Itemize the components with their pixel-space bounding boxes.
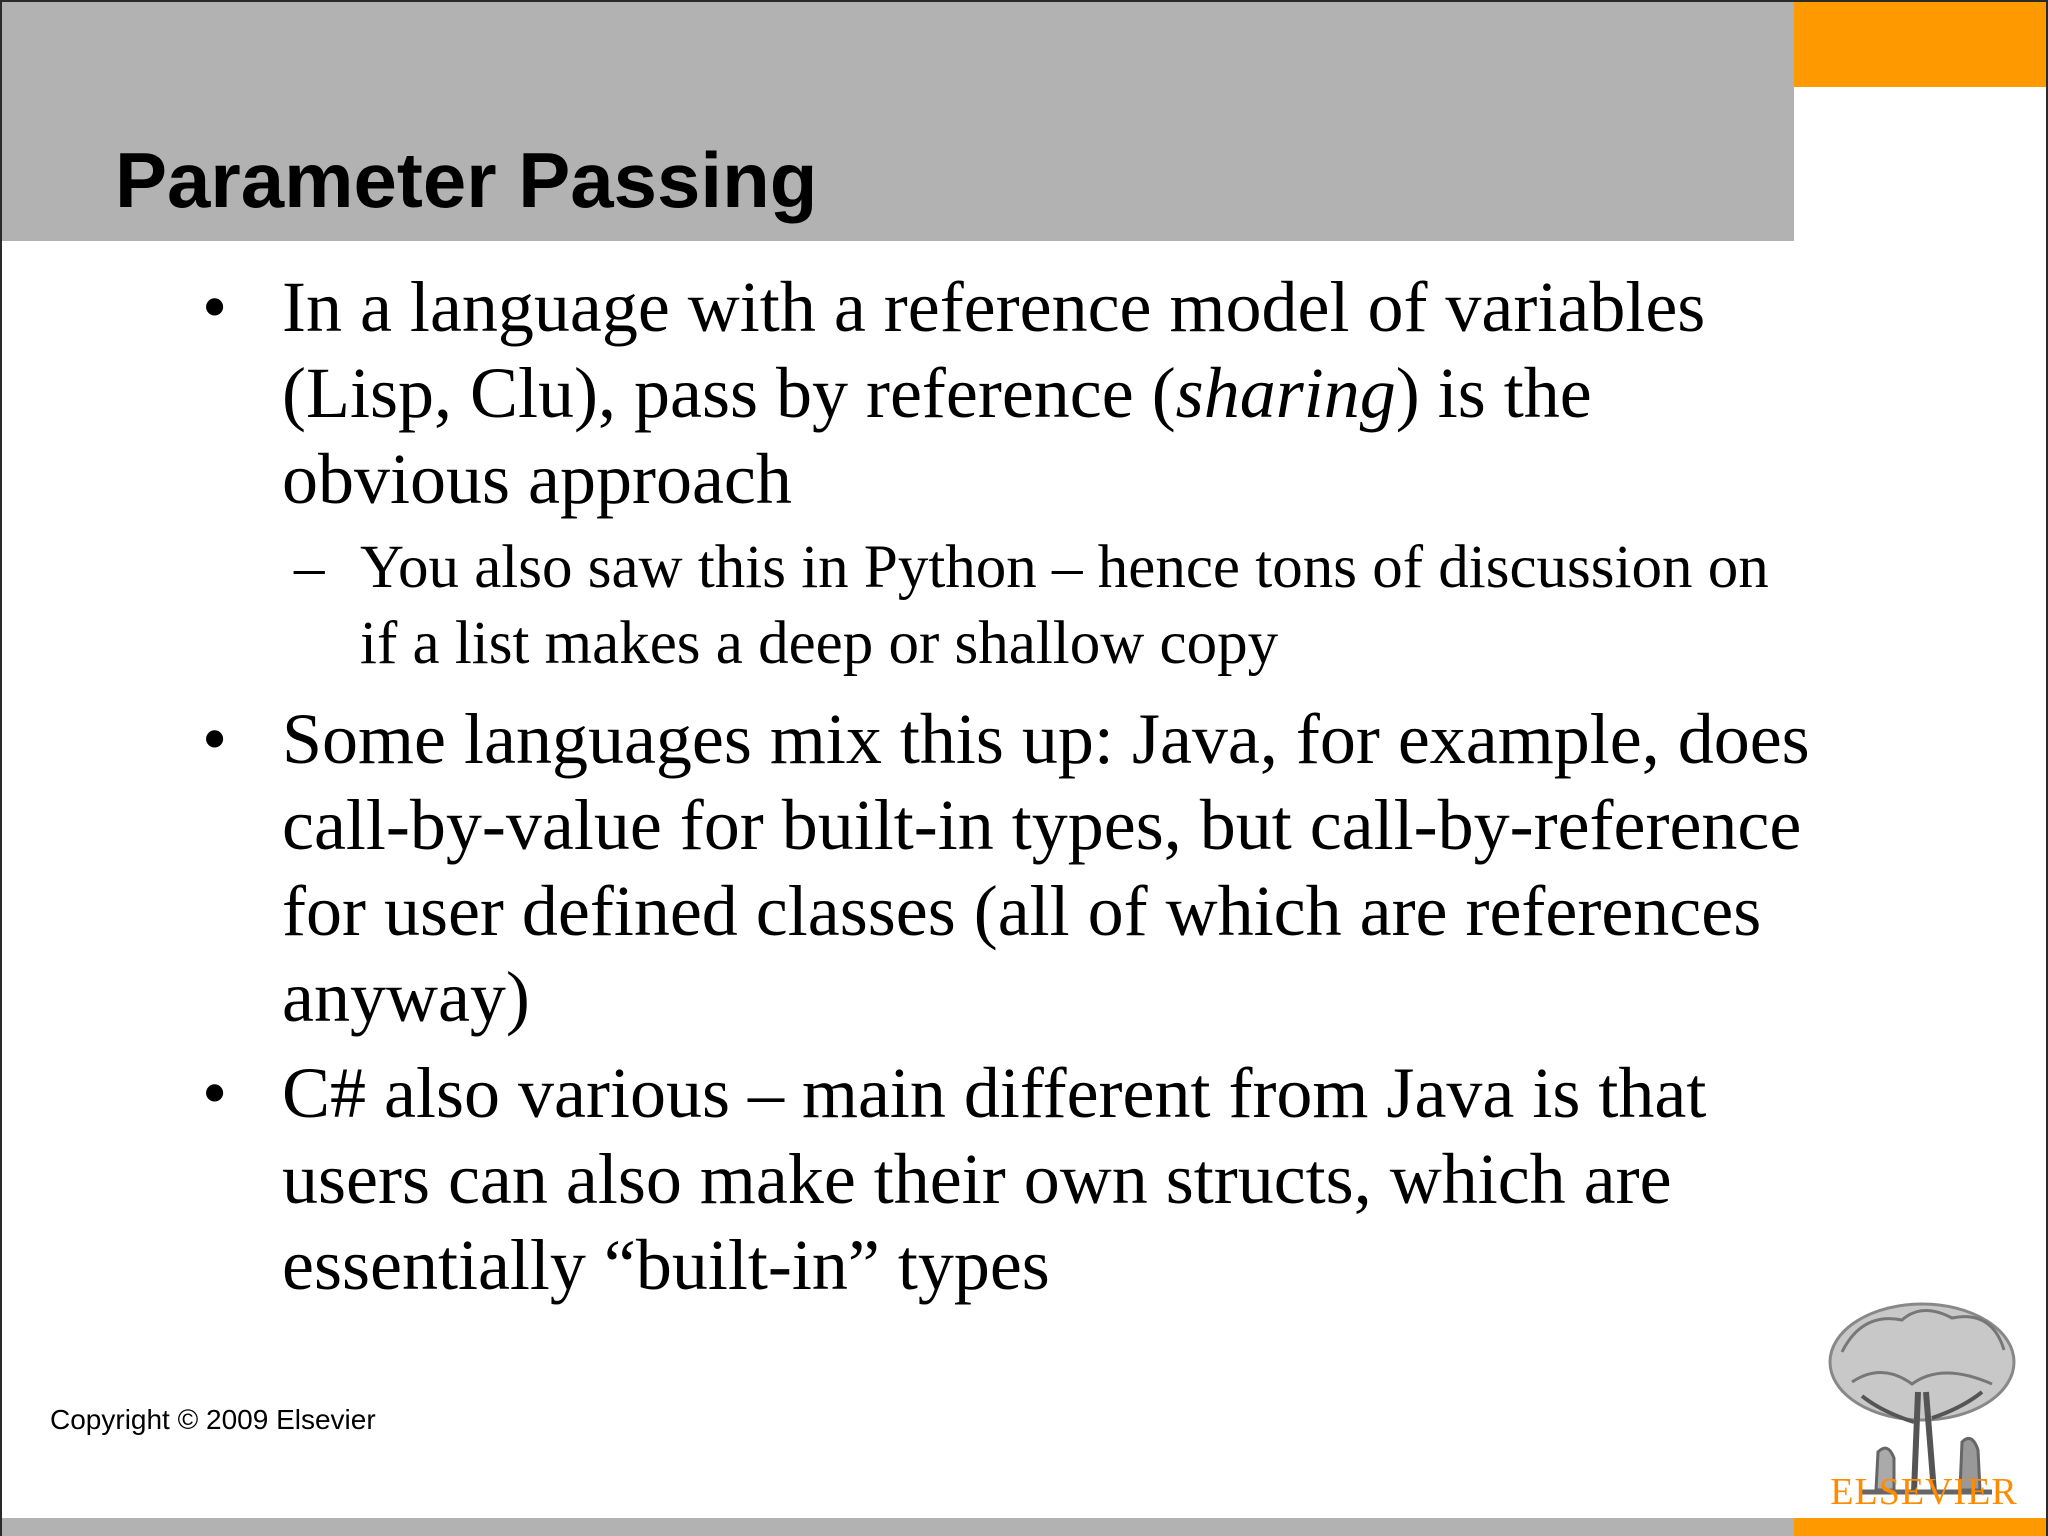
bullet-line: for user defined classes (all of which are references bbox=[282, 871, 1762, 951]
bullet-marker: • bbox=[202, 1053, 228, 1133]
bullet-line: In a language with a reference model of variables bbox=[282, 267, 1706, 347]
bullet-text: ) is the bbox=[1395, 353, 1592, 433]
sub-bullet-marker: – bbox=[294, 534, 325, 601]
bullet-line: call-by-value for built-in types, but call-by-reference bbox=[282, 785, 1802, 865]
bullet-marker: • bbox=[202, 699, 228, 779]
bullet-line: essentially “built-in” types bbox=[282, 1225, 1050, 1305]
bullet-line: anyway) bbox=[282, 957, 530, 1037]
bullet-marker: • bbox=[202, 267, 228, 347]
bottom-accent bbox=[1794, 1518, 2048, 1536]
elsevier-wordmark: ELSEVIER bbox=[1830, 1471, 2018, 1513]
bottom-bar bbox=[2, 1518, 1794, 1536]
bullet-line bbox=[282, 350, 2042, 436]
sub-bullet-line: You also saw this in Python – hence tons of discussion on bbox=[360, 534, 1769, 601]
bullet-line: obvious approach bbox=[282, 439, 792, 519]
accent-block bbox=[1794, 2, 2048, 87]
bullet-list bbox=[2, 264, 2048, 1308]
bullet-item bbox=[2, 696, 2042, 1040]
bullet-line: Some languages mix this up: Java, for example, does bbox=[282, 699, 1810, 779]
slide-title: Parameter Passing bbox=[115, 136, 818, 224]
sub-bullet-item bbox=[2, 530, 2040, 682]
bullet-text: (Lisp, Clu), pass by reference ( bbox=[282, 353, 1176, 433]
bullet-line: C# also various – main different from Java is that bbox=[282, 1053, 1707, 1133]
sub-bullet-line: if a list makes a deep or shallow copy bbox=[360, 610, 1279, 677]
bullet-item bbox=[2, 264, 2042, 522]
bullet-line: users can also make their own structs, which are bbox=[282, 1139, 1672, 1219]
bullet-item bbox=[2, 1050, 2042, 1308]
copyright-text: Copyright © 2009 Elsevier bbox=[50, 1404, 376, 1435]
emphasis-text: sharing bbox=[1175, 353, 1396, 433]
